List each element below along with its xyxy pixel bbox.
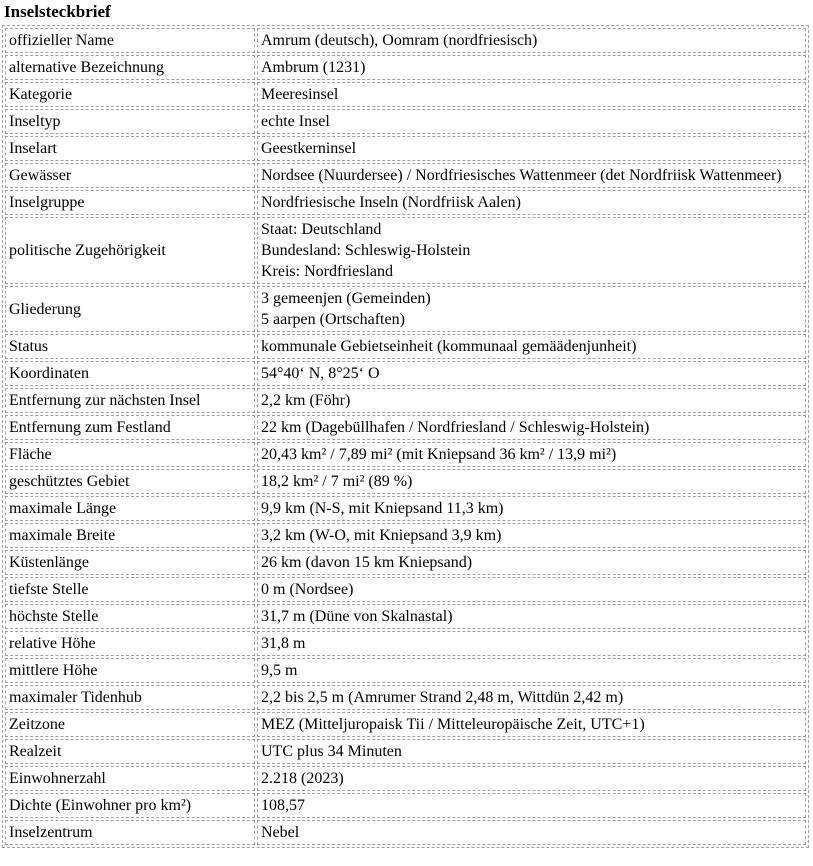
table-row [5, 286, 806, 332]
value-line: UTC plus 34 Minuten [261, 743, 402, 760]
value-line: 20,43 km² / 7,89 mi² (mit Kniepsand 36 km² / 13,9 mi²) [261, 446, 617, 463]
value-line: Kreis: Nordfriesland [261, 263, 393, 280]
row-value [257, 334, 806, 359]
value-line: 9,5 m [261, 662, 298, 679]
row-value [257, 550, 806, 575]
row-label: maximaler Tidenhub [5, 685, 255, 710]
row-label: Entfernung zur nächsten Insel [5, 388, 255, 413]
table-row [5, 136, 806, 161]
row-label: politische Zugehörigkeit [5, 217, 255, 284]
row-value [257, 55, 806, 80]
value-line: Ambrum (1231) [261, 59, 366, 76]
row-value [257, 109, 806, 134]
row-label: Gliederung [5, 286, 255, 332]
table-row [5, 469, 806, 494]
value-line: Nordsee (Nuurdersee) / Nordfriesisches Wattenmeer (det Nordfriisk Wattenmeer) [261, 167, 782, 184]
value-line: Staat: Deutschland [261, 221, 382, 238]
row-value [257, 82, 806, 107]
value-line: 3 gemeenjen (Gemeinden) [261, 290, 431, 307]
table-row [5, 163, 806, 188]
row-label: Dichte (Einwohner pro km²) [5, 793, 255, 818]
value-line: 2.218 (2023) [261, 770, 344, 787]
row-value [257, 361, 806, 386]
table-row [5, 415, 806, 440]
row-label: Kategorie [5, 82, 255, 107]
table-row [5, 109, 806, 134]
row-value [257, 820, 806, 845]
value-line: Nordfriesische Inseln (Nordfriisk Aalen) [261, 194, 521, 211]
table-row [5, 334, 806, 359]
table-row [5, 28, 806, 53]
value-line: MEZ (Mitteljuropaisk Tii / Mitteleuropäische Zeit, UTC+1) [261, 716, 645, 733]
row-label: maximale Breite [5, 523, 255, 548]
table-row [5, 442, 806, 467]
table-row [5, 523, 806, 548]
row-value [257, 739, 806, 764]
row-value [257, 28, 806, 53]
row-value [257, 523, 806, 548]
row-value [257, 136, 806, 161]
row-value [257, 766, 806, 791]
row-label: Einwohnerzahl [5, 766, 255, 791]
table-row [5, 550, 806, 575]
row-value [257, 190, 806, 215]
table-row [5, 712, 806, 737]
row-value [257, 712, 806, 737]
value-line: 9,9 km (N-S, mit Kniepsand 11,3 km) [261, 500, 504, 517]
row-label: alternative Bezeichnung [5, 55, 255, 80]
value-line: Geestkerninsel [261, 140, 357, 157]
row-value [257, 442, 806, 467]
row-label: Inseltyp [5, 109, 255, 134]
page-title: Inselsteckbrief [4, 2, 111, 21]
row-value [257, 631, 806, 656]
value-line: 2,2 bis 2,5 m (Amrumer Strand 2,48 m, Wittdün 2,42 m) [261, 689, 624, 706]
table-row [5, 604, 806, 629]
row-value [257, 469, 806, 494]
row-label: Inselgruppe [5, 190, 255, 215]
table-row [5, 361, 806, 386]
value-line: 22 km (Dagebüllhafen / Nordfriesland / Schleswig-Holstein) [261, 419, 650, 436]
row-value [257, 163, 806, 188]
value-line: Amrum (deutsch), Oomram (nordfriesisch) [261, 32, 538, 49]
row-label: mittlere Höhe [5, 658, 255, 683]
row-label: Küstenlänge [5, 550, 255, 575]
value-line: kommunale Gebietseinheit (kommunaal gemäädenjunheit) [261, 338, 637, 355]
value-line: Meeresinsel [261, 86, 339, 103]
profile-table-body [5, 28, 806, 845]
row-value [257, 415, 806, 440]
table-row [5, 739, 806, 764]
value-line: 18,2 km² / 7 mi² (89 %) [261, 473, 413, 490]
row-value [257, 685, 806, 710]
row-value [257, 604, 806, 629]
table-row [5, 658, 806, 683]
value-line: 26 km (davon 15 km Kniepsand) [261, 554, 473, 571]
row-value [257, 286, 806, 332]
table-row [5, 82, 806, 107]
value-line: 3,2 km (W-O, mit Kniepsand 3,9 km) [261, 527, 502, 544]
value-line: 0 m (Nordsee) [261, 581, 354, 598]
table-row [5, 388, 806, 413]
table-row [5, 820, 806, 845]
row-value [257, 793, 806, 818]
table-row [5, 793, 806, 818]
row-label: höchste Stelle [5, 604, 255, 629]
value-line: Nebel [261, 824, 300, 841]
row-label: geschütztes Gebiet [5, 469, 255, 494]
row-value [257, 217, 806, 284]
row-value [257, 388, 806, 413]
value-line: Bundesland: Schleswig-Holstein [261, 242, 471, 259]
row-label: relative Höhe [5, 631, 255, 656]
row-label: Inselart [5, 136, 255, 161]
table-row [5, 685, 806, 710]
row-label: Zeitzone [5, 712, 255, 737]
value-line: 2,2 km (Föhr) [261, 392, 351, 409]
island-profile-table [2, 25, 809, 848]
row-label: Inselzentrum [5, 820, 255, 845]
table-row [5, 190, 806, 215]
value-line: 31,8 m [261, 635, 306, 652]
row-value [257, 496, 806, 521]
table-row [5, 217, 806, 284]
table-row [5, 496, 806, 521]
row-label: Realzeit [5, 739, 255, 764]
row-label: Entfernung zum Festland [5, 415, 255, 440]
table-row [5, 577, 806, 602]
row-label: tiefste Stelle [5, 577, 255, 602]
table-row [5, 631, 806, 656]
row-label: Fläche [5, 442, 255, 467]
row-value [257, 577, 806, 602]
row-label: Koordinaten [5, 361, 255, 386]
value-line: 31,7 m (Düne von Skalnastal) [261, 608, 453, 625]
value-line: echte Insel [261, 113, 330, 130]
value-line: 54°40‘ N, 8°25‘ O [261, 365, 380, 382]
row-label: Gewässer [5, 163, 255, 188]
row-label: Status [5, 334, 255, 359]
row-value [257, 658, 806, 683]
row-label: maximale Länge [5, 496, 255, 521]
table-row [5, 55, 806, 80]
row-label: offizieller Name [5, 28, 255, 53]
value-line: 5 aarpen (Ortschaften) [261, 311, 405, 328]
value-line: 108,57 [261, 797, 305, 814]
table-row [5, 766, 806, 791]
